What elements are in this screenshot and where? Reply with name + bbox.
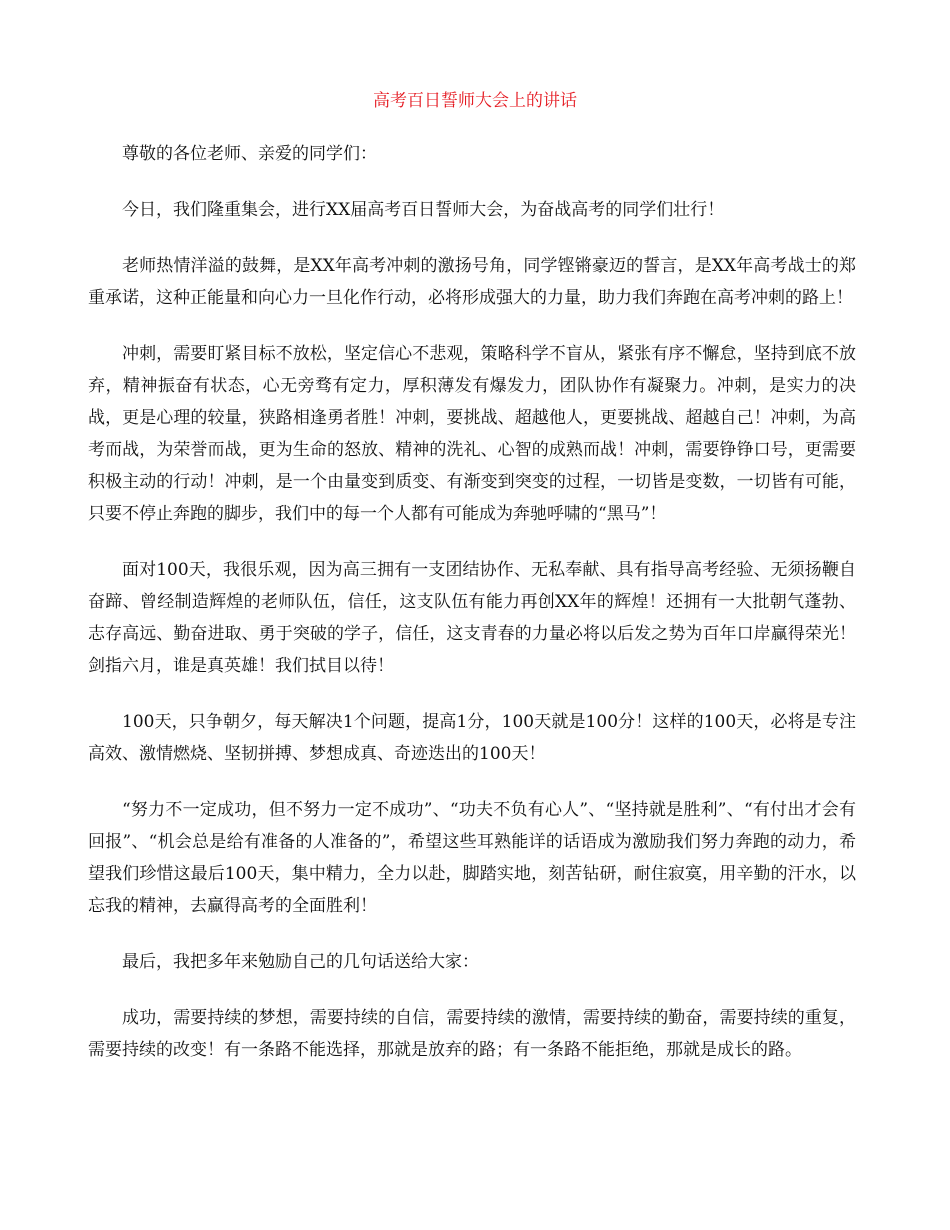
paragraph-opening: 今日，我们隆重集会，进行XX届高考百日誓师大会，为奋战高考的同学们壮行！ <box>122 200 725 220</box>
paragraph-sprint: 冲刺，需要盯紧目标不放松，坚定信心不悲观，策略科学不盲从，紧张有序不懈怠，坚持到底不放弃，精神振奋有状态，心无旁骛有定力，厚积薄发有爆发力，团队协作有凝聚力。冲刺，是实力的决战，更是心理的较量，狭路相逢勇者胜！冲刺，要挑战、超越他人，更要挑战、超越自己！冲刺，为高考而战，为荣誉而战，更为生命的怒放、精神的洗礼、心智的成熟而战！冲刺，需要铮铮口号，更需要积极主动的行动！冲刺，是一个由量变到质变、有渐变到突变的过程，一切皆是变数，一切皆有可能，只要不停止奔跑的脚步，我们中的每一个人都有可能成为奔驰呼啸的“黑马”！ <box>88 344 856 524</box>
paragraph-quotes: “努力不一定成功，但不努力一定不成功”、“功夫不负有心人”、“坚持就是胜利”、“有付出才会有回报”、“机会总是给有准备的人准备的”，希望这些耳熟能详的话语成为激励我们努力奔跑的动力，希望我们珍惜这最后100天，集中精力，全力以赴，脚踏实地，刻苦钻研，耐住寂寞，用辛勤的汗水，以忘我的精神，去赢得高考的全面胜利！ <box>88 800 856 916</box>
paragraph-salutation: 尊敬的各位老师、亲爱的同学们： <box>122 144 377 164</box>
document-body <box>88 138 856 1090</box>
document-title: 高考百日誓师大会上的讲话 <box>373 91 577 111</box>
paragraph-closing: 成功，需要持续的梦想，需要持续的自信，需要持续的激情，需要持续的勤奋，需要持续的重复，需要持续的改变！有一条路不能选择，那就是放弃的路；有一条路不能拒绝，那就是成长的路。 <box>88 1008 856 1060</box>
paragraph-100-days-goal: 100天，只争朝夕，每天解决1个问题，提高1分，100天就是100分！这样的100天，必将是专注高效、激情燃烧、坚韧拼搏、梦想成真、奇迹迭出的100天！ <box>88 712 856 764</box>
paragraph-closing-intro: 最后，我把多年来勉励自己的几句话送给大家： <box>122 952 479 972</box>
paragraph-100-days-optimism: 面对100天，我很乐观，因为高三拥有一支团结协作、无私奉献、具有指导高考经验、无须扬鞭自奋蹄、曾经制造辉煌的老师队伍，信任，这支队伍有能力再创XX年的辉煌！还拥有一大批朝气蓬勃、志存高远、勤奋进取、勇于突破的学子，信任，这支青春的力量必将以后发之势为百年口岸赢得荣光！剑指六月，谁是真英雄！我们拭目以待！ <box>88 560 856 676</box>
paragraph-encouragement: 老师热情洋溢的鼓舞，是XX年高考冲刺的激扬号角，同学铿锵豪迈的誓言，是XX年高考战士的郑重承诺，这种正能量和向心力一旦化作行动，必将形成强大的力量，助力我们奔跑在高考冲刺的路上！ <box>88 256 856 308</box>
